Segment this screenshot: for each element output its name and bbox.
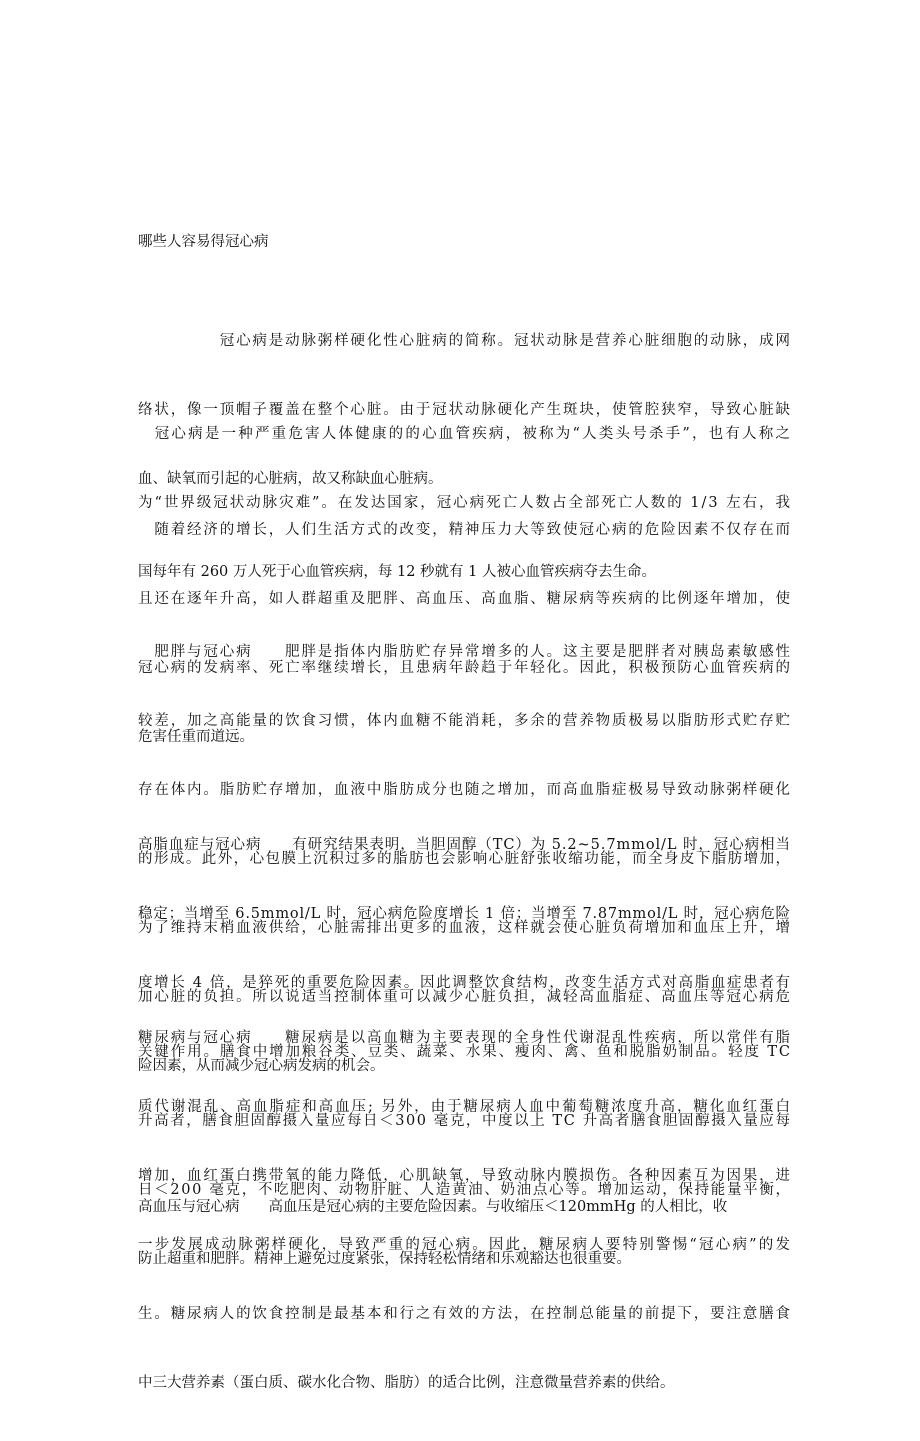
text-line: 度增长 4 倍，是猝死的重要危险因素。因此调整饮食结构，改变生活方式对高脂血症患者有 (138, 975, 792, 991)
text-line: 一步发展成动脉粥样硬化，导致严重的冠心病。因此，糖尿病人要特别警惕“冠心病”的发 (138, 1237, 793, 1253)
text-line: 存在体内。脂肪贮存增加，血液中脂肪成分也随之增加，而高血脂症极易导致动脉粥样硬化 (138, 782, 792, 798)
text-line: 防止超重和肥胖。精神上避免过度紧张，保持轻松情绪和乐观豁达也很重要。 (138, 1251, 631, 1267)
text-line: 为“世界级冠状动脉灾难”。在发达国家，冠心病死亡人数占全部死亡人数的 1/3 左右，我 (138, 495, 792, 511)
text-line: 较差，加之高能量的饮食习惯，体内血糖不能消耗，多余的营养物质极易以脂肪形式贮存贮 (138, 713, 792, 729)
text-line: 国每年有 260 万人死于心血管疾病，每 12 秒就有 1 人被心血管疾病夺去生命。 (138, 564, 657, 580)
text-line: 的形成。此外，心包膜上沉积过多的脂肪也会影响心脏舒张收缩功能，而全身皮下脂肪增加， (138, 851, 792, 867)
text-line: 冠心病的发病率、死亡率继续增长，且患病年龄趋于年轻化。因此，积极预防心血管疾病的 (138, 660, 792, 676)
text-line: 冠心病是一种严重危害人体健康的的心血管疾病，被称为“人类头号杀手”，也有人称之 (138, 426, 793, 442)
text-line: 且还在逐年升高，如人群超重及肥胖、高血压、高血脂、糖尿病等疾病的比例逐年增加，使 (138, 591, 792, 607)
text-line: 冠心病是动脉粥样硬化性心脏病的简称。冠状动脉是营养心脏细胞的动脉，成网 (138, 333, 792, 349)
paragraph-hypertension (138, 1150, 727, 1265)
text-line: 随着经济的增长，人们生活方式的改变，精神压力大等致使冠心病的危险因素不仅存在而 (138, 522, 792, 538)
text-line: 升高者，膳食胆固醇摄入量应每日＜300 毫克，中度以上 TC 升高者膳食胆固醇摄入量应每 (138, 1113, 792, 1129)
document-title: 哪些人容易得冠心病 (138, 234, 269, 250)
text-line: 为了维持末梢血液供给，心脏需排出更多的血液，这样就会使心脏负荷增加和血压上升，增 (138, 920, 792, 936)
text-line: 生。糖尿病人的饮食控制是最基本和行之有效的方法，在控制总能量的前提下，要注意膳食 (138, 1306, 792, 1322)
text-line: 日＜200 毫克，不吃肥肉、动物肝脏、人造黄油、奶油点心等。增加运动，保持能量平衡， (138, 1182, 792, 1198)
text-line: 质代谢混乱、高血脂症和高血压; 另外，由于糖尿病人血中葡萄糖浓度升高，糖化血红蛋白 (138, 1099, 792, 1115)
text-line: 络状，像一顶帽子覆盖在整个心脏。由于冠状动脉硬化产生斑块，使管腔狭窄，导致心脏缺 (138, 402, 792, 418)
text-line: 高脂血症与冠心病 有研究结果表明，当胆固醇（TC）为 5.2~5.7mmol/L 时，冠心病相当 (138, 837, 791, 853)
text-line: 加心脏的负担。所以说适当控制体重可以减少心脏负担，减轻高血脂症、高血压等冠心病危 (138, 989, 792, 1005)
text-line: 危害任重而道远。 (138, 729, 254, 745)
text-line: 险因素，从而减少冠心病发病的机会。 (138, 1058, 385, 1074)
text-line: 增加，血红蛋白携带氧的能力降低，心肌缺氧，导致动脉内膜损伤。各种因素互为因果，进 (138, 1168, 792, 1184)
text-line: 糖尿病与冠心病 糖尿病是以高血糖为主要表现的全身性代谢混乱性疾病，所以常伴有脂 (138, 1030, 792, 1046)
text-line: 中三大营养素（蛋白质、碳水化合物、脂肪）的适合比例，注意微量营养素的供给。 (138, 1375, 675, 1391)
text-line: 稳定；当增至 6.5mmol/L 时，冠心病危险度增长 1 倍；当增至 7.87mmol/L 时，冠心病危险 (138, 906, 791, 922)
text-line: 肥胖与冠心病 肥胖是指体内脂肪贮存异常增多的人。这主要是肥胖者对胰岛素敏感性 (138, 644, 792, 660)
text-line: 关键作用。膳食中增加粮谷类、豆类、蔬菜、水果、瘦肉、禽、鱼和脱脂奶制品。轻度 TC (138, 1044, 792, 1060)
text-line: 血、缺氧而引起的心脏病，故又称缺血心脏病。 (138, 471, 443, 487)
text-line: 高血压与冠心病 高血压是冠心病的主要危险因素。与收缩压＜120mmHg 的人相比，收 (138, 1199, 728, 1215)
